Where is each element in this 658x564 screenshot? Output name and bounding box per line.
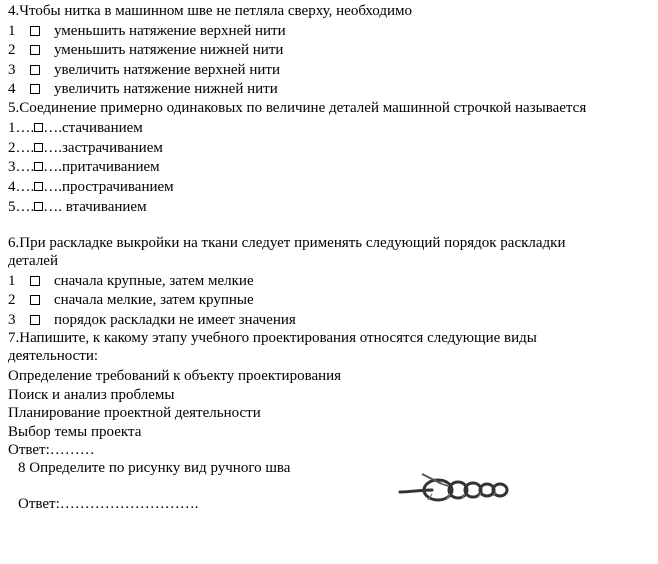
- q8-answer-field[interactable]: Ответ:……………………….: [18, 496, 199, 512]
- q6-option-2[interactable]: [8, 291, 254, 310]
- option-text: увеличить натяжение верхней нити: [54, 62, 280, 78]
- option-prefix: 1….: [8, 120, 35, 136]
- question-7-title-line1: 7.Напишите, к какому этапу учебного проектирования относятся следующие виды: [8, 330, 537, 346]
- option-number: 4: [8, 81, 16, 97]
- option-text: уменьшить натяжение нижней нити: [54, 42, 284, 58]
- checkbox-icon[interactable]: [30, 276, 40, 286]
- question-6-title-line2: деталей: [8, 253, 58, 269]
- checkbox-icon[interactable]: [34, 182, 43, 191]
- option-text: ….притачиванием: [43, 159, 160, 175]
- needle-tip: [442, 484, 448, 486]
- option-prefix: 5….: [8, 199, 35, 215]
- option-number: 3: [8, 312, 16, 328]
- option-text: ….прострачиванием: [43, 179, 174, 195]
- q4-option-2[interactable]: [8, 41, 283, 60]
- checkbox-icon[interactable]: [30, 295, 40, 305]
- question-6-title-line1: 6.При раскладке выкройки на ткани следует применять следующий порядок раскладки: [8, 235, 566, 251]
- q5-option-3[interactable]: [8, 158, 160, 177]
- option-text: ….стачиванием: [43, 120, 143, 136]
- option-text: ….застрачиванием: [43, 140, 163, 156]
- checkbox-icon[interactable]: [30, 45, 40, 55]
- checkbox-icon[interactable]: [34, 143, 43, 152]
- q6-option-1[interactable]: [8, 272, 254, 291]
- checkbox-icon[interactable]: [34, 202, 43, 211]
- option-text: уменьшить натяжение верхней нити: [54, 23, 286, 39]
- checkbox-icon[interactable]: [34, 162, 43, 171]
- question-7-title-line2: деятельности:: [8, 348, 99, 364]
- q4-option-3[interactable]: [8, 61, 280, 80]
- q4-option-4[interactable]: [8, 80, 278, 99]
- option-text: сначала мелкие, затем крупные: [54, 292, 254, 308]
- option-text: …. втачиванием: [43, 199, 147, 215]
- option-number: 1: [8, 273, 16, 289]
- option-number: 1: [8, 23, 16, 39]
- q7-item-2: Поиск и анализ проблемы: [8, 387, 175, 403]
- option-prefix: 4….: [8, 179, 35, 195]
- question-8-title: 8 Определите по рисунку вид ручного шва: [18, 460, 291, 476]
- q7-item-1: Определение требований к объекту проектирования: [8, 368, 342, 384]
- checkbox-icon[interactable]: [30, 26, 40, 36]
- checkbox-icon[interactable]: [30, 315, 40, 325]
- option-text: сначала крупные, затем мелкие: [54, 273, 254, 289]
- question-4-title: 4.Чтобы нитка в машинном шве не петляла сверху, необходимо: [8, 3, 413, 19]
- option-number: 2: [8, 292, 16, 308]
- checkbox-icon[interactable]: [30, 65, 40, 75]
- checkbox-icon[interactable]: [30, 84, 40, 94]
- option-text: увеличить натяжение нижней нити: [54, 81, 278, 97]
- option-number: 2: [8, 42, 16, 58]
- option-prefix: 3….: [8, 159, 35, 175]
- thread-tail: [400, 490, 432, 492]
- option-prefix: 2….: [8, 140, 35, 156]
- q5-option-4[interactable]: [8, 178, 174, 197]
- q7-item-3: Планирование проектной деятельности: [8, 405, 261, 421]
- q7-item-4: Выбор темы проекта: [8, 424, 142, 440]
- q4-option-1[interactable]: [8, 22, 286, 41]
- checkbox-icon[interactable]: [34, 123, 43, 132]
- q5-option-1[interactable]: [8, 119, 143, 138]
- question-5-title: 5.Соединение примерно одинаковых по величине деталей машинной строчкой называется: [8, 100, 587, 116]
- option-number: 3: [8, 62, 16, 78]
- q5-option-2[interactable]: [8, 139, 163, 158]
- option-text: порядок раскладки не имеет значения: [54, 312, 296, 328]
- hand-stitch-illustration: [398, 464, 518, 510]
- q5-option-5[interactable]: [8, 198, 147, 217]
- q6-option-3[interactable]: [8, 311, 296, 330]
- q7-answer-field[interactable]: Ответ:………: [8, 442, 95, 458]
